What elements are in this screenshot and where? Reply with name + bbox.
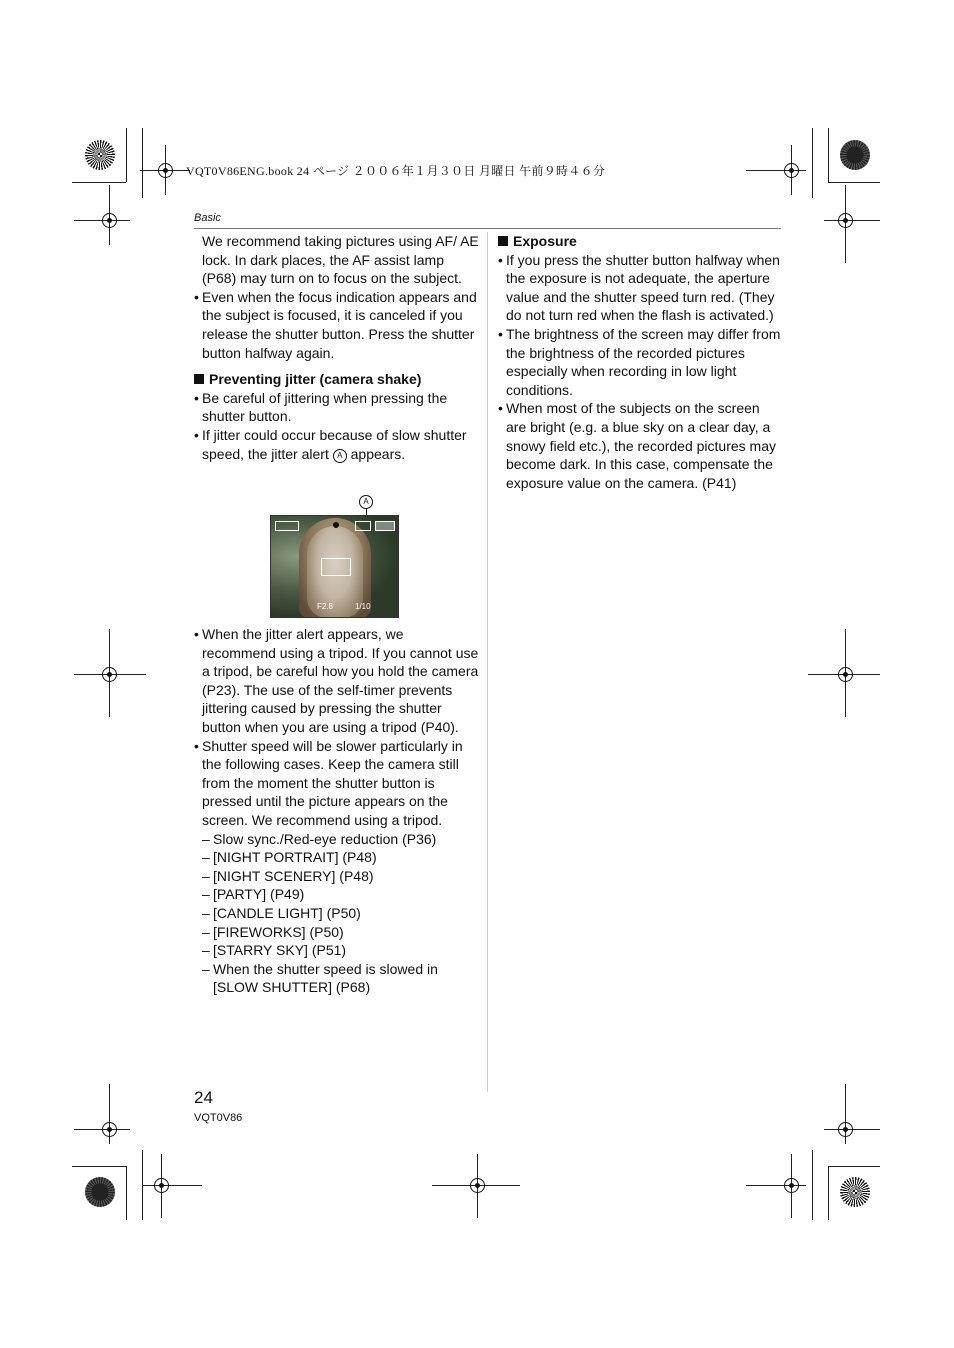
crosshair-icon [776, 155, 806, 185]
exposure-heading [498, 232, 783, 251]
jitter-alert-icon [355, 521, 371, 531]
jitter-heading-text: Preventing jitter (camera shake) [209, 371, 422, 388]
starburst-icon [840, 140, 870, 170]
crosshair-icon [94, 205, 124, 235]
column-divider [487, 232, 488, 1092]
exposure-bullet: • If you press the shutter button halfway when the exposure is not adequate, the aperture value and the shutter speed turn red. (They do not turn red when the flash is activated.) [498, 251, 783, 325]
slow-shutter-bullet: • Shutter speed will be slower particularly in the following cases. Keep the camera still from the moment the shutter button is pressed until the picture appears on the screen. We recommend using a tripod. [194, 737, 479, 830]
starburst-icon [85, 140, 115, 170]
jitter-bullet-2-before: If jitter could occur because of slow shutter speed, the jitter alert [202, 426, 467, 462]
section-label: Basic [194, 212, 221, 224]
jitter-bullet-2-after: appears. [350, 445, 406, 462]
tripod-bullet: • When the jitter alert appears, we recommend using a tripod. If you cannot use a tripod, be careful how you hold the camera (P23). The use of the self-timer prevents jittering caused by pressing the shutter button when you are using a tripod (P40). [194, 625, 479, 737]
starburst-icon [840, 1177, 870, 1207]
bullet-focus: • Even when the focus indication appears and the subject is focused, it is canceled if you release the shutter button. Press the shutter button halfway again. [194, 288, 479, 362]
callout-a-label: A [359, 495, 373, 509]
crosshair-icon [462, 1170, 492, 1200]
mode-icon [275, 521, 299, 531]
list-item: – [CANDLE LIGHT] (P50) [202, 904, 479, 923]
jitter-bullet-2 [194, 426, 479, 463]
crosshair-icon [830, 205, 860, 235]
shutter-readout: 1/10 [355, 602, 371, 611]
exposure-heading-text: Exposure [513, 233, 577, 249]
crosshair-icon [830, 1114, 860, 1144]
crosshair-icon [776, 1170, 806, 1200]
crosshair-icon [150, 155, 180, 185]
crosshair-icon [94, 659, 124, 689]
slow-cases-list [194, 830, 479, 997]
crosshair-icon [146, 1170, 176, 1200]
crosshair-icon [94, 1114, 124, 1144]
square-bullet-icon [498, 236, 508, 246]
left-column-bottom [194, 625, 479, 997]
list-item: – Slow sync./Red-eye reduction (P36) [202, 830, 479, 849]
list-item: – [PARTY] (P49) [202, 885, 479, 904]
jitter-heading [194, 370, 479, 389]
file-meta-line: VQT0V86ENG.book 24 ページ ２００６年１月３０日 月曜日 午前９時４６分 [186, 164, 606, 178]
intro-text: We recommend taking pictures using AF/ AE lock. In dark places, the AF assist lamp (P68) may turn on to focus on the subject. [202, 233, 479, 287]
page-number: 24 [194, 1088, 213, 1107]
camera-lcd-photo [270, 515, 399, 618]
left-column-top [194, 232, 479, 463]
starburst-icon [85, 1177, 115, 1207]
focus-dot-icon [333, 522, 339, 528]
aperture-readout: F2.8 [317, 602, 334, 611]
square-bullet-icon [194, 374, 204, 384]
crosshair-icon [830, 659, 860, 689]
jitter-bullet-1: • Be careful of jittering when pressing the shutter button. [194, 389, 479, 426]
focus-area-bracket [321, 558, 351, 576]
circled-a-icon: A [333, 449, 347, 463]
list-item: – [STARRY SKY] (P51) [202, 941, 479, 960]
list-item: – When the shutter speed is slowed in [SLOW SHUTTER] (P68) [202, 960, 479, 997]
list-item: – [FIREWORKS] (P50) [202, 923, 479, 942]
header-rule [194, 228, 781, 229]
list-item: – [NIGHT PORTRAIT] (P48) [202, 848, 479, 867]
list-item: – [NIGHT SCENERY] (P48) [202, 867, 479, 886]
exposure-bullet: • When most of the subjects on the screen are bright (e.g. a blue sky on a clear day, a snowy field etc.), the recorded pictures may become dark. In this case, compensate the exposure value on the camera. (P41) [498, 399, 783, 492]
battery-icon [375, 521, 395, 531]
right-column [498, 232, 783, 492]
exposure-bullet: • The brightness of the screen may differ from the brightness of the recorded pictures especially when recording in low light conditions. [498, 325, 783, 399]
model-code: VQT0V86 [194, 1112, 243, 1124]
